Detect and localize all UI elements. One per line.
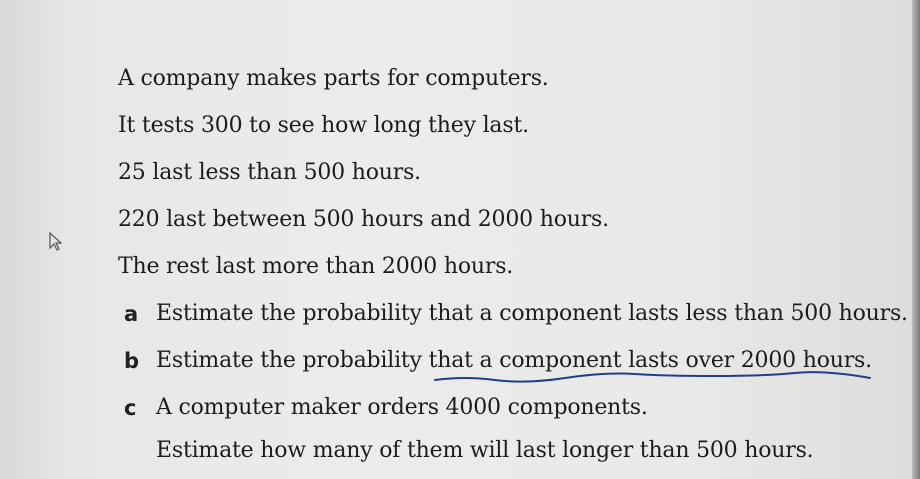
question-c-text: A computer maker orders 4000 components.: [156, 395, 648, 420]
intro-line-3: 25 last less than 500 hours.: [118, 160, 421, 185]
mouse-pointer-icon: [48, 232, 62, 252]
intro-line-2: It tests 300 to see how long they last.: [118, 113, 529, 138]
pen-underline-mark: [425, 356, 875, 386]
intro-line-5: The rest last more than 2000 hours.: [118, 254, 514, 279]
question-a-label: a: [124, 302, 139, 326]
question-b-text: Estimate the probability that a component lasts over 2000 hours.: [156, 348, 872, 373]
question-c-continuation: Estimate how many of them will last longer than 500 hours.: [156, 438, 814, 463]
question-a-text: Estimate the probability that a component lasts less than 500 hours.: [156, 301, 908, 326]
intro-line-4: 220 last between 500 hours and 2000 hours.: [118, 207, 609, 232]
page-edge-shadow: [912, 0, 920, 479]
question-b-label: b: [124, 349, 140, 373]
question-c-label: c: [124, 396, 137, 420]
intro-line-1: A company makes parts for computers.: [118, 66, 549, 91]
